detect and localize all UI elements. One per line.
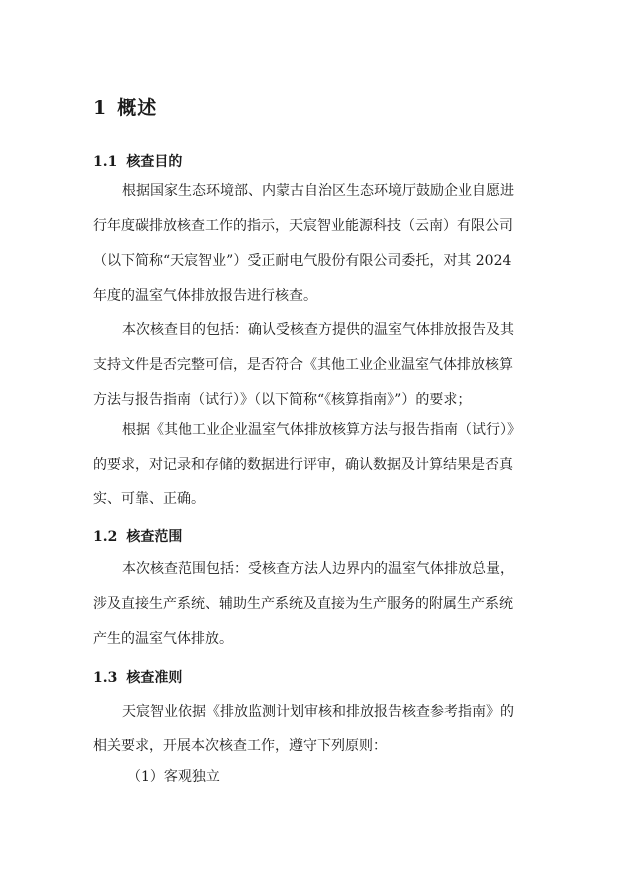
paragraph-line: 产生的温室气体排放。 (93, 631, 233, 647)
subsection-number: 1.2 (93, 529, 118, 545)
subsection-heading (93, 667, 182, 687)
paragraph-line: 涉及直接生产系统、辅助生产系统及直接为生产服务的附属生产系统 (93, 596, 513, 612)
subsection-title: 核查目的 (126, 154, 183, 170)
paragraph-line: 根据《其他工业企业温室气体排放核算方法与报告指南（试行）》 (122, 422, 521, 438)
subsection-number: 1.1 (93, 154, 118, 170)
subsection-title: 核查准则 (126, 670, 183, 686)
paragraph-line: （以下简称“天宸智业”）受正耐电气股份有限公司委托，对其 2024 (93, 253, 512, 269)
paragraph-line: 天宸智业依据《排放监测计划审核和排放报告核查参考指南》的 (122, 704, 514, 720)
paragraph-line: 相关要求，开展本次核查工作，遵守下列原则： (93, 738, 387, 754)
paragraph-line: 年度的温室气体排放报告进行核查。 (93, 288, 317, 304)
subsection-title: 核查范围 (126, 529, 183, 545)
paragraph-line: 根据国家生态环境部、内蒙古自治区生态环境厅鼓励企业自愿进 (122, 183, 514, 199)
section-number: 1 (93, 97, 108, 119)
section-heading (93, 93, 157, 120)
subsection-heading (93, 151, 182, 171)
paragraph-line: 本次核查范围包括：受核查方法人边界内的温室气体排放总量， (122, 561, 514, 577)
subsection-heading (93, 526, 182, 546)
paragraph-line: 支持文件是否完整可信，是否符合《其他工业企业温室气体排放核算 (93, 357, 513, 373)
section-title: 概述 (117, 97, 158, 119)
list-item: （1）客观独立 (127, 769, 220, 785)
paragraph-line: 的要求，对记录和存储的数据进行评审，确认数据及计算结果是否真 (93, 457, 513, 473)
paragraph-line: 实、可靠、正确。 (93, 491, 205, 507)
paragraph-line: 方法与报告指南（试行）》（以下简称“《核算指南》”）的要求； (93, 392, 472, 408)
subsection-number: 1.3 (93, 670, 118, 686)
paragraph-line: 行年度碳排放核查工作的指示，天宸智业能源科技（云南）有限公司 (93, 218, 513, 234)
paragraph-line: 本次核查目的包括：确认受核查方提供的温室气体排放报告及其 (122, 322, 514, 338)
